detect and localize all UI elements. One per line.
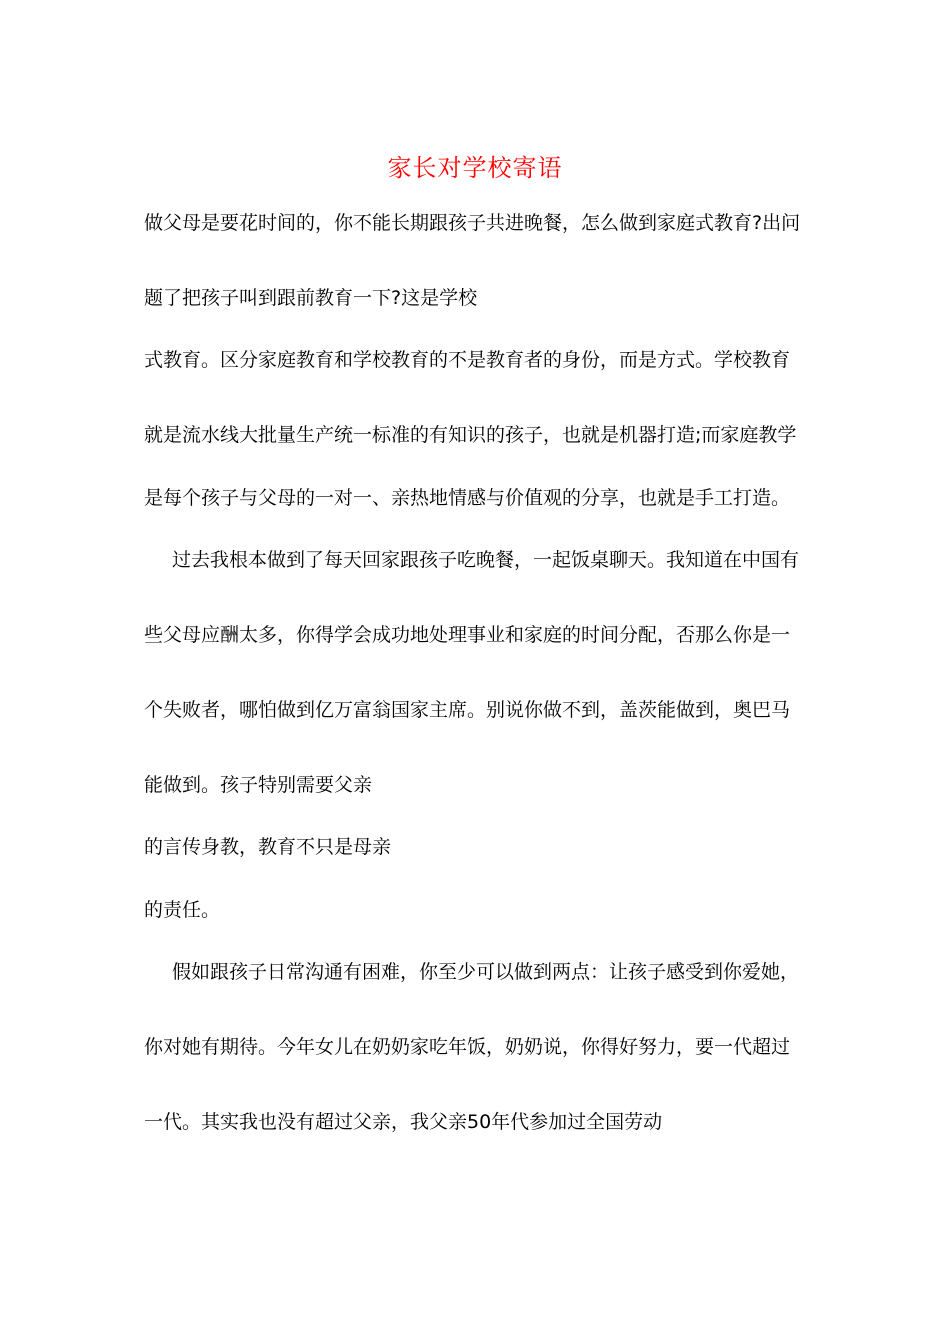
paragraph-line: 些父母应酬太多，你得学会成功地处理事业和家庭的时间分配，否那么你是一 — [144, 624, 791, 646]
paragraph-line: 一代。其实我也没有超过父亲，我父亲50年代参加过全国劳动 — [144, 1111, 663, 1133]
paragraph-line: 个失败者，哪怕做到亿万富翁国家主席。别说你做不到，盖茨能做到，奥巴马 — [144, 699, 791, 721]
paragraph-line: 式教育。区分家庭教育和学校教育的不是教育者的身份，而是方式。学校教育 — [144, 349, 791, 371]
paragraph-line: 假如跟孩子日常沟通有困难，你至少可以做到两点：让孩子感受到你爱她， — [172, 961, 800, 983]
paragraph-line: 你对她有期待。今年女儿在奶奶家吃年饭，奶奶说，你得好努力，要一代超过 — [144, 1036, 791, 1058]
paragraph-line: 做父母是要花时间的，你不能长期跟孩子共进晚餐，怎么做到家庭式教育?出问 — [144, 212, 801, 234]
paragraph-line: 就是流水线大批量生产统一标准的有知识的孩子，也就是机器打造;而家庭教学 — [144, 424, 797, 446]
paragraph-line: 能做到。孩子特别需要父亲 — [144, 774, 373, 796]
paragraph-line: 过去我根本做到了每天回家跟孩子吃晚餐，一起饭桌聊天。我知道在中国有 — [172, 549, 800, 571]
paragraph-line: 题了把孩子叫到跟前教育一下?这是学校 — [144, 287, 478, 309]
paragraph-line: 的责任。 — [144, 899, 221, 921]
document-title: 家长对学校寄语 — [387, 154, 563, 182]
paragraph-line: 的言传身教，教育不只是母亲 — [144, 836, 392, 858]
paragraph-line: 是每个孩子与父母的一对一、亲热地情感与价值观的分享，也就是手工打造。 — [144, 487, 791, 509]
